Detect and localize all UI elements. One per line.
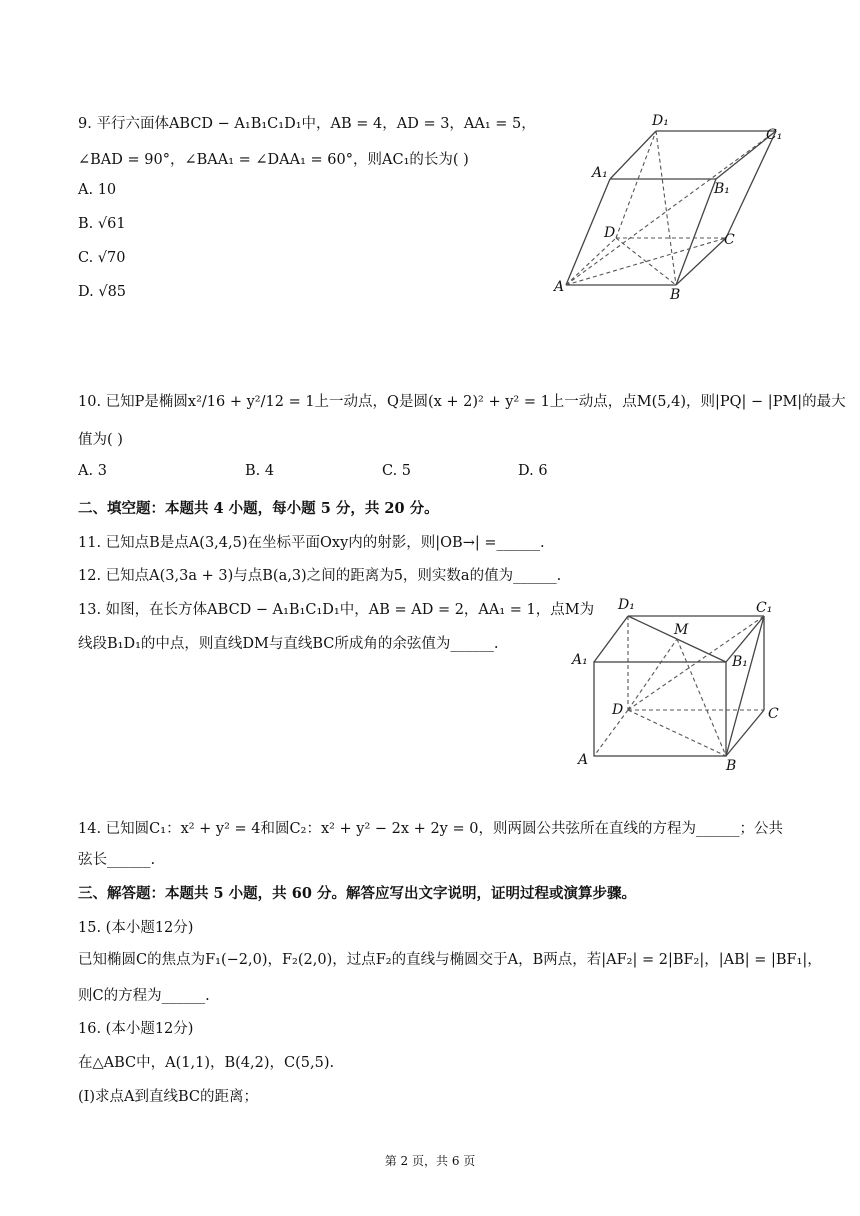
q9-option-d: D. √85: [78, 284, 127, 300]
q9-option-a: A. 10: [78, 182, 117, 198]
fig13-label-d1: D₁: [618, 597, 635, 613]
fig9-label-c1: C₁: [766, 127, 783, 143]
fig9-label-d: D: [604, 225, 616, 241]
parallelepiped-figure: [548, 105, 798, 305]
q10-option-a: A. 3: [78, 463, 107, 479]
q10-option-c: C. 5: [382, 463, 412, 479]
fig9-label-d1: D₁: [652, 113, 669, 129]
q13-line1: 13. 如图，在长方体ABCD − A₁B₁C₁D₁中，AB = AD = 2，AA₁ = 1，点M为: [78, 602, 595, 618]
q10-option-b: B. 4: [245, 463, 275, 479]
fig13-label-a1: A₁: [572, 652, 588, 668]
fig9-label-a1: A₁: [592, 165, 608, 181]
page-footer: 第 2 页，共 6 页: [384, 1154, 476, 1168]
q14-line1: 14. 已知圆C₁：x² + y² = 4和圆C₂：x² + y² − 2x + 2y = 0，则两圆公共弦所在直线的方程为______；公共: [78, 821, 783, 837]
q10-option-d: D. 6: [518, 463, 548, 479]
fig9-label-c: C: [724, 232, 735, 248]
fig9-label-a: A: [554, 279, 565, 295]
fig13-label-c1: C₁: [756, 600, 773, 616]
cuboid-figure: [562, 592, 792, 778]
q15-heading: 15. (本小题12分): [78, 920, 194, 936]
q10-line2: 值为( ): [78, 432, 123, 448]
q9-line1: 9. 平行六面体ABCD − A₁B₁C₁D₁中，AB = 4，AD = 3，AA₁ = 5，: [78, 116, 536, 132]
q9-line2: ∠BAD = 90°，∠BAA₁ = ∠DAA₁ = 60°，则AC₁的长为( ): [78, 152, 469, 168]
q12: 12. 已知点A(3,3a + 3)与点B(a,3)之间的距离为5，则实数a的值为______.: [78, 568, 562, 584]
q16-line2: (I)求点A到直线BC的距离；: [78, 1089, 259, 1105]
fig13-label-b1: B₁: [732, 654, 748, 670]
fig13-label-b: B: [726, 758, 737, 774]
fig13-label-d: D: [612, 702, 624, 718]
q14-line2: 弦长______.: [78, 852, 156, 868]
q13-line2: 线段B₁D₁的中点，则直线DM与直线BC所成角的余弦值为______.: [78, 636, 499, 652]
fig13-label-a: A: [578, 752, 589, 768]
q15-line1: 已知椭圆C的焦点为F₁(−2,0)，F₂(2,0)，过点F₂的直线与椭圆交于A，B两点，若|AF₂| = 2|BF₂|，|AB| = |BF₁|，: [78, 952, 822, 968]
section-2-heading: 二、填空题：本题共 4 小题，每小题 5 分，共 20 分。: [78, 500, 439, 517]
q11: 11. 已知点B是点A(3,4,5)在坐标平面Oxy内的射影，则|OB→| =______.: [78, 535, 545, 551]
fig13-label-c: C: [768, 706, 779, 722]
q16-line1: 在△ABC中，A(1,1)，B(4,2)，C(5,5).: [78, 1055, 335, 1071]
q15-line2: 则C的方程为______.: [78, 988, 210, 1004]
q16-heading: 16. (本小题12分): [78, 1021, 194, 1037]
fig13-label-m: M: [674, 622, 689, 638]
q10-line1: 10. 已知P是椭圆x²/16 + y²/12 = 1上一动点，Q是圆(x + 2)² + y² = 1上一动点，点M(5,4)，则|PQ| − |PM|的最大: [78, 394, 846, 410]
fig9-label-b1: B₁: [714, 181, 730, 197]
q9-option-c: C. √70: [78, 250, 126, 266]
section-3-heading: 三、解答题：本题共 5 小题，共 60 分。解答应写出文字说明，证明过程或演算步骤。: [78, 885, 636, 902]
fig9-label-b: B: [670, 287, 681, 303]
q9-option-b: B. √61: [78, 216, 126, 232]
